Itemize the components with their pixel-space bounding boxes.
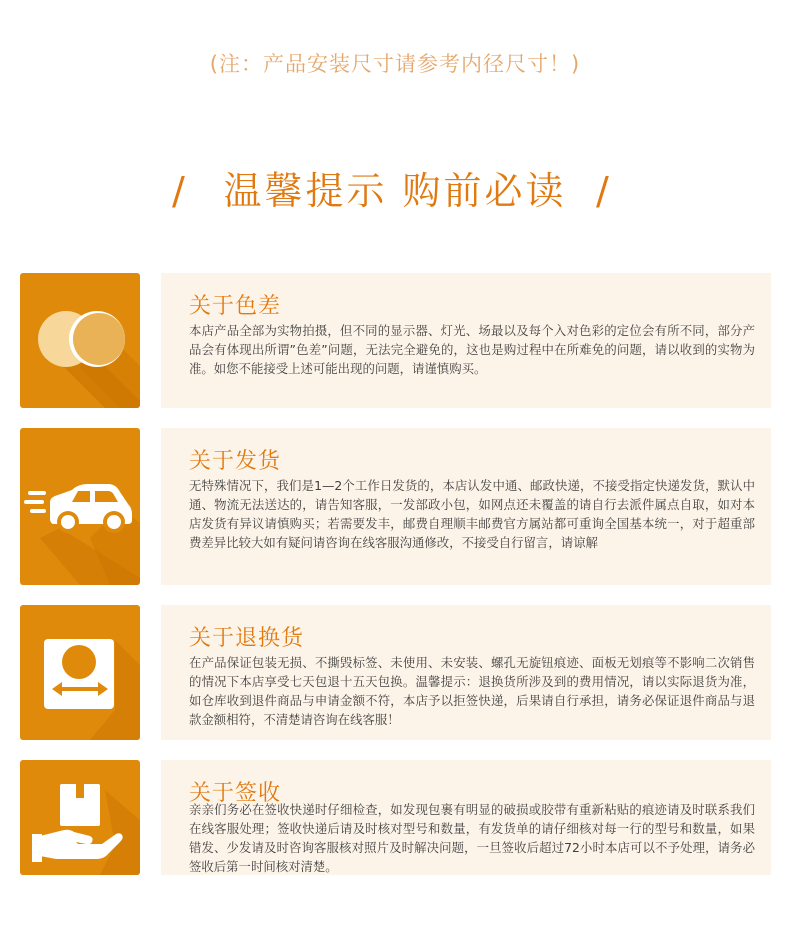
heading-slash-right: /: [596, 169, 609, 213]
page-title: 温馨提示 购前必读: [223, 169, 567, 213]
section-title: 关于发货: [189, 449, 282, 474]
returns-panel: [161, 605, 771, 740]
package-hand-icon: [20, 760, 140, 875]
section-body: 本店产品全部为实物拍摄，但不同的显示器、灯光、场最以及每个入对色彩的定位会有所不同，部分产品会有体现出所谓”色差”问题，无法完全避免的，这也是购过程中在所难免的问题，请以收到的实物为准。如您不能接受上述可能出现的问题，请谨慎购买。: [189, 323, 755, 376]
section-body: 亲亲们务必在签收快递时仔细检查，如发现包裹有明显的破损或胶带有重新粘贴的痕迹请及时联系我们在线客服处理；签收快递后请及时核对型号和数量，有发货单的请仔细核对每一行的型号和数量，如果错发、少发请及时咨询客服核对照片及时解决问题，一旦签收后超过72小时本店可以不予处理，请务必签收后第一时间核对清楚。: [189, 802, 755, 874]
section-title: 关于色差: [189, 294, 282, 319]
color-circles-icon: [20, 273, 140, 408]
section-title: 关于签收: [189, 781, 282, 806]
color-difference-panel: [161, 273, 771, 408]
installation-note: (注：产品安装尺寸请参考内径尺寸！): [209, 52, 581, 76]
exchange-icon: [20, 605, 140, 740]
section-receipt: [20, 760, 772, 875]
section-returns: [20, 605, 772, 740]
section-color-difference: [20, 273, 772, 408]
section-body: 无特殊情况下，我们是1—2个工作日发货的，本店认发中通、邮政快递，不接受指定快递发货，默认中通、物流无法送达的，请告知客服，一发部政小包，如网点还未覆盖的请自行去派件属点自取，如对本店发货有异议请慎购买；若需要发丰，邮费自理顺丰邮费官方属站都可重询全国基本统一，对于超重部费差异比较大如有疑问请咨询在线客服沟通修改，不接受自行留言，请谅解: [189, 478, 755, 550]
page-heading: [0, 166, 790, 216]
section-shipping: [20, 428, 772, 585]
section-body: 在产品保证包装无损、不撕毁标签、未使用、未安装、螺孔无旋钮痕迹、面板无划痕等不影响二次销售的情况下本店享受七天包退十五天包换。温馨提示：退换货所涉及到的费用情况，请以实际退货为准，如仓库收到退件商品与申请金额不符，本店予以拒签快递，后果请自行承担，请务必保证退件商品与退款金额相符，不清楚请咨询在线客服！: [189, 655, 755, 727]
delivery-car-icon: [20, 428, 140, 585]
section-title: 关于退换货: [189, 626, 305, 651]
heading-slash-left: /: [172, 169, 185, 213]
receipt-panel: [161, 760, 771, 875]
shipping-panel: [161, 428, 771, 585]
